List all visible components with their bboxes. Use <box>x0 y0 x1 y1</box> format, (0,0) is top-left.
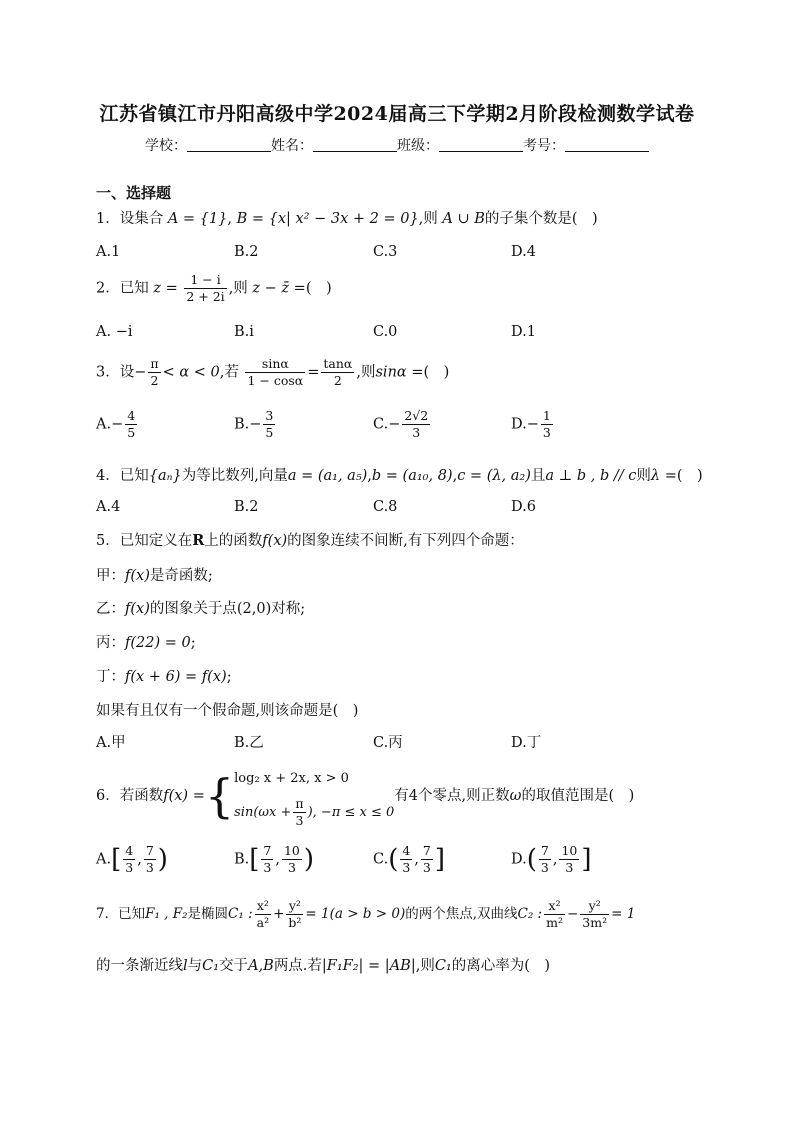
question-text: 交于 <box>219 958 249 974</box>
q4-option-b[interactable]: B.2 <box>234 499 259 515</box>
question-text: 上的函数 <box>204 533 263 549</box>
proposition-jia <box>96 564 213 585</box>
q1-option-b[interactable]: B.2 <box>234 244 259 260</box>
question-text: 已知 <box>119 280 149 297</box>
denominator: 2 <box>333 373 342 388</box>
proposition-yi <box>96 597 305 618</box>
numerator: 7 <box>263 843 272 858</box>
q2-option-d[interactable]: D.1 <box>511 324 536 340</box>
question-text: , <box>227 211 232 227</box>
q3-option-b[interactable] <box>234 408 277 441</box>
question-5-ask: 如果有且仅有一个假命题,则该命题是( ) <box>96 703 359 719</box>
fraction <box>402 408 430 441</box>
math-expr: c = (λ, a₂) <box>457 468 531 484</box>
q3-option-a[interactable] <box>96 408 139 441</box>
math-expr: C₂ : <box>517 906 543 922</box>
math-expr: λ = <box>650 468 677 484</box>
option-letter: D. <box>511 851 527 868</box>
left-brace: { <box>204 769 235 823</box>
math-expr: |F₁F₂| = |AB| <box>321 958 416 974</box>
math-expr: f(x) <box>125 601 150 617</box>
question-text: ( ) <box>676 468 703 484</box>
question-text: , <box>367 468 372 484</box>
fraction <box>544 898 565 931</box>
numerator: y² <box>286 898 303 915</box>
q1-option-c[interactable]: C.3 <box>373 244 398 260</box>
question-text: 为等比数列,向量 <box>181 468 288 484</box>
question-3 <box>96 356 449 389</box>
question-text: ; <box>190 635 196 651</box>
proposition-label: 乙： <box>96 601 125 617</box>
question-text: ,则 <box>228 280 248 297</box>
math-expr: − <box>566 906 579 922</box>
math-expr: z − z̄ = <box>252 280 306 297</box>
denominator: b² <box>288 915 302 930</box>
numerator: 7 <box>422 843 431 858</box>
fraction <box>421 843 433 876</box>
bracket: ( <box>388 844 399 875</box>
math-expr: = <box>307 364 320 381</box>
math-expr: A,B <box>248 958 274 974</box>
math-expr: A ∪ B <box>442 211 485 227</box>
q2-option-c[interactable]: C.0 <box>373 324 398 340</box>
question-text: , <box>452 468 458 484</box>
denominator: 3 <box>402 860 411 875</box>
question-text: 是奇函数; <box>149 568 213 584</box>
math-expr: {aₙ} <box>148 468 182 484</box>
numerator: 10 <box>283 843 300 858</box>
student-info-line <box>0 135 794 155</box>
fraction <box>125 408 137 441</box>
fraction <box>282 843 302 876</box>
denominator: 3 <box>125 860 134 875</box>
question-text: 设 <box>119 364 135 381</box>
fraction <box>255 898 271 931</box>
bracket: ( <box>526 844 537 875</box>
question-7-line-2 <box>96 954 550 975</box>
math-expr: f(x) <box>262 533 288 549</box>
math-expr: C₁ : <box>228 906 253 922</box>
math-expr: − <box>134 364 147 381</box>
name-label: 姓名： <box>271 138 313 154</box>
fraction <box>321 356 354 389</box>
question-text: ( ) <box>423 364 450 381</box>
numerator: sinα <box>245 356 305 373</box>
q6-option-c[interactable]: C.( $\frac{4}{3}$ , $\frac{7}{3}$ ] <box>373 843 446 875</box>
math-expr: f(x + 6) = f(x) <box>125 669 227 685</box>
math-expr: b = (a₁₀, 8) <box>371 468 453 484</box>
q4-option-a[interactable]: A.4 <box>96 499 121 515</box>
option-letter: B. <box>234 851 250 868</box>
question-2 <box>96 272 332 305</box>
numerator: 7 <box>540 843 549 858</box>
denominator: 3 <box>542 425 551 440</box>
option-sign: − <box>249 416 262 433</box>
section-heading: 一、选择题 <box>96 184 172 202</box>
proposition-label: 甲： <box>96 568 125 584</box>
fraction <box>559 843 579 876</box>
numerator: 4 <box>402 843 411 858</box>
math-expr: ), −π ≤ x ≤ 0 <box>307 805 395 820</box>
math-expr: z = <box>153 280 178 297</box>
q5-option-a[interactable]: A.甲 <box>96 735 126 751</box>
option-letter: A. <box>96 851 112 868</box>
fraction <box>580 898 609 931</box>
option-letter: D. <box>511 416 527 433</box>
fraction <box>400 843 412 876</box>
bracket: ] <box>434 844 446 875</box>
bracket: ) <box>303 844 315 875</box>
option-letter: C. <box>373 416 389 433</box>
numerator: 7 <box>145 843 154 858</box>
numerator: y² <box>580 898 609 915</box>
question-text: 是椭圆 <box>187 906 229 922</box>
q3-option-c[interactable] <box>373 408 432 441</box>
question-text: 的一条渐近线 <box>96 958 183 974</box>
option-sign: − <box>526 416 539 433</box>
math-expr: C₁ <box>434 958 452 974</box>
math-expr: = 1(a > b > 0) <box>305 906 406 922</box>
math-expr: l <box>183 958 188 974</box>
exam-title: 江苏省镇江市丹阳高级中学2024届高三下学期2月阶段检测数学试卷 <box>99 103 695 125</box>
bracket: [ <box>111 844 122 875</box>
name-blank[interactable] <box>313 138 397 152</box>
denominator: 2 + 2i <box>186 289 225 304</box>
fraction <box>123 843 135 876</box>
math-expr: < α < 0 <box>162 364 220 381</box>
numerator: 10 <box>561 843 578 858</box>
math-expr: B = {x| x² − 3x + 2 = 0} <box>236 211 419 227</box>
question-6 <box>96 762 634 830</box>
numerator: x² <box>544 898 565 915</box>
option-sign: − <box>388 416 401 433</box>
denominator: 3 <box>540 860 549 875</box>
fraction <box>293 796 305 829</box>
math-expr: R <box>192 532 205 549</box>
numerator: 3 <box>265 408 274 423</box>
question-number: 5． <box>96 533 120 549</box>
denominator: 2 <box>150 373 159 388</box>
question-text: 已知定义在 <box>119 533 193 549</box>
class-blank[interactable] <box>439 138 523 152</box>
math-expr: sin(ωx + <box>234 805 292 820</box>
question-text: 两点.若 <box>273 958 322 974</box>
q4-option-c[interactable]: C.8 <box>373 499 398 515</box>
question-number: 4． <box>96 468 120 484</box>
option-letter: B. <box>234 416 250 433</box>
math-expr: sinα = <box>375 364 424 381</box>
option-sign: − <box>111 416 124 433</box>
fraction <box>148 356 160 389</box>
class-label: 班级： <box>397 138 439 154</box>
fraction <box>541 408 553 441</box>
math-expr: A = {1} <box>167 211 228 227</box>
option-letter: C. <box>373 851 389 868</box>
numerator: 2√2 <box>404 408 429 423</box>
question-number: 2． <box>96 280 120 297</box>
question-text: 对称; <box>271 601 306 617</box>
q1-option-a[interactable]: A.1 <box>96 244 121 260</box>
number-blank[interactable] <box>565 138 649 152</box>
question-1 <box>96 207 598 228</box>
numerator: 4 <box>127 408 136 423</box>
numerator: π <box>295 796 304 811</box>
question-text: 已知 <box>119 468 149 484</box>
question-text: ,则 <box>356 364 376 381</box>
math-expr: F₁ , F₂ <box>145 906 188 922</box>
case-1: log₂ x + 2x, x > 0 <box>234 771 349 786</box>
bracket: ) <box>157 844 168 875</box>
question-4 <box>96 464 703 485</box>
math-expr: a = (a₁, a₅) <box>287 468 368 484</box>
proposition-label: 丙： <box>96 635 125 651</box>
denominator: 3 <box>263 860 272 875</box>
question-text: 则 <box>636 468 651 484</box>
case-2 <box>234 796 394 830</box>
math-expr: f(x) = <box>163 788 205 804</box>
q5-option-b[interactable]: B.乙 <box>234 735 264 751</box>
question-number: 6． <box>96 788 120 804</box>
question-text: 设集合 <box>119 211 164 227</box>
q1-option-d[interactable]: D.4 <box>511 244 536 260</box>
math-expr: + <box>273 906 285 922</box>
school-blank[interactable] <box>187 138 271 152</box>
question-number: 3． <box>96 364 120 381</box>
school-label: 学校： <box>145 138 187 154</box>
denominator: 3 <box>422 860 431 875</box>
denominator: 3 <box>287 860 296 875</box>
fraction <box>263 408 275 441</box>
fraction <box>245 356 305 389</box>
denominator: a² <box>256 915 270 930</box>
question-text: 已知 <box>118 906 146 922</box>
numerator: 1 − i <box>184 272 226 289</box>
math-expr: C₁ <box>202 958 220 974</box>
q2-option-a[interactable]: A. −i <box>96 324 133 340</box>
denominator: 3 <box>295 813 304 828</box>
fraction <box>184 272 226 305</box>
fraction <box>539 843 551 876</box>
question-text: 有4个零点,则正数 <box>394 788 510 804</box>
question-text: ,则 <box>418 211 438 227</box>
denominator: 3 <box>412 425 421 440</box>
q2-option-b[interactable]: B.i <box>234 324 254 340</box>
math-expr: (2,0) <box>236 601 272 617</box>
question-5 <box>96 529 524 550</box>
math-expr: ω <box>509 788 522 804</box>
denominator: 5 <box>127 425 136 440</box>
question-text: 与 <box>187 958 203 974</box>
number-label: 考号： <box>523 138 565 154</box>
denominator: 3 <box>145 860 154 875</box>
question-text: 的取值范围是( ) <box>521 788 635 804</box>
piecewise-cases <box>234 762 394 830</box>
bracket: ] <box>581 844 592 875</box>
question-number: 7． <box>96 906 119 922</box>
math-expr: = 1 <box>611 906 636 922</box>
q5-option-d[interactable]: D.丁 <box>511 735 542 751</box>
proposition-ding <box>96 665 232 686</box>
question-text: 且 <box>530 468 546 484</box>
question-text: 的离心率为( ) <box>451 958 551 974</box>
denominator: 3 <box>565 860 574 875</box>
question-text: 的图象连续不间断,有下列四个命题： <box>287 533 524 549</box>
math-expr: f(22) = 0 <box>125 635 191 651</box>
numerator: tanα <box>323 356 353 371</box>
q4-option-d[interactable]: D.6 <box>511 499 536 515</box>
question-text: ,若 <box>219 364 239 381</box>
fraction <box>286 898 303 931</box>
proposition-bing <box>96 631 196 652</box>
question-text: 的图象关于点 <box>149 601 237 617</box>
numerator: x² <box>255 898 271 915</box>
q6-option-b[interactable]: B.[ $\frac{7}{3}$ , $\frac{10}{3}$ ) <box>234 843 315 875</box>
question-text: ; <box>226 669 232 685</box>
q6-option-d[interactable]: D.( $\frac{7}{3}$ , $\frac{10}{3}$ ] <box>511 843 592 875</box>
q6-option-a[interactable]: A.[ $\frac{4}{3}$ , $\frac{7}{3}$ ) <box>96 843 168 875</box>
question-text: 若函数 <box>119 788 164 804</box>
numerator: 4 <box>125 843 134 858</box>
math-expr: a ⊥ b , b // c <box>545 468 637 484</box>
question-text: ,则 <box>415 958 435 974</box>
option-letter: A. <box>96 416 112 433</box>
numerator: 1 <box>542 408 551 423</box>
proposition-label: 丁： <box>96 669 125 685</box>
bracket: [ <box>249 844 260 875</box>
question-number: 1． <box>96 211 120 227</box>
denominator: 5 <box>265 425 274 440</box>
question-text: 的两个焦点,双曲线 <box>405 906 518 922</box>
fraction <box>261 843 273 876</box>
q3-option-d[interactable] <box>511 408 555 441</box>
denominator: 1 − cosα <box>247 373 304 388</box>
denominator: 3m² <box>582 915 608 930</box>
q5-option-c[interactable]: C.丙 <box>373 735 403 751</box>
fraction <box>144 843 156 876</box>
question-text: 的子集个数是( ) <box>484 211 598 227</box>
denominator: m² <box>546 915 563 930</box>
math-expr: f(x) <box>125 568 150 584</box>
question-7 <box>96 898 635 931</box>
question-text: ( ) <box>305 280 332 297</box>
numerator: π <box>150 356 159 371</box>
